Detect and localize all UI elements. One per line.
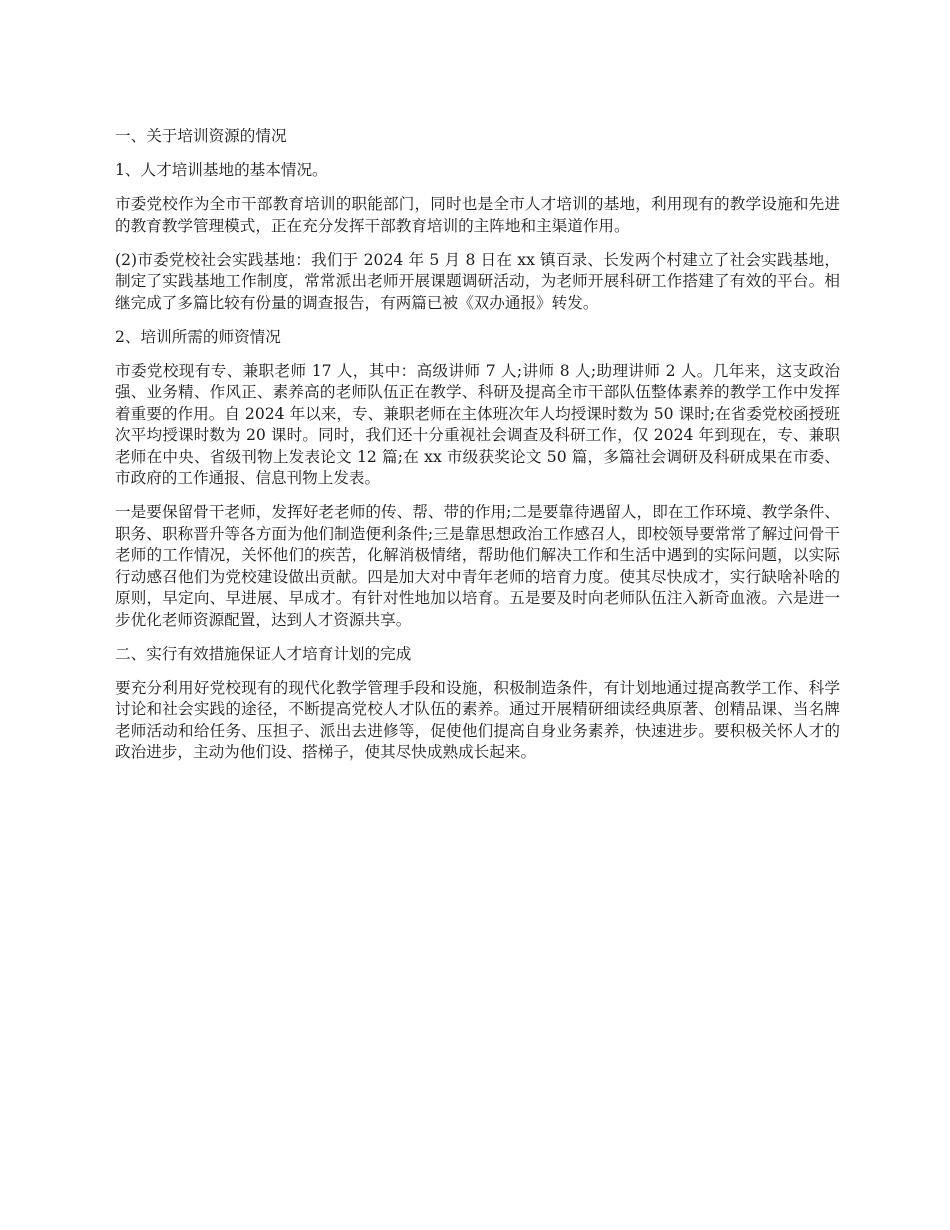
- paragraph-3: 市委党校现有专、兼职老师 17 人，其中：高级讲师 7 人;讲师 8 人;助理讲师 2 人。几年来，这支政治强、业务精、作风正、素养高的老师队伍正在教学、科研及提高全市干部队伍整体素养的教学工作中发挥着重要的作用。自 2024 年以来，专、兼职老师在主体班次年人均授课时数为 50 课时;在省委党校函授班次平均授课时数为 20 课时。同时，我们还十分重视社会调查及科研工作，仅 2024 年到现在，专、兼职老师在中央、省级刊物上发表论文 12 篇;在 xx 市级获奖论文 50 篇，多篇社会调研及科研成果在市委、市政府的工作通报、信息刊物上发表。: [115, 361, 840, 487]
- paragraph-4: 一是要保留骨干老师，发挥好老老师的传、帮、带的作用;二是要靠待遇留人，即在工作环境、教学条件、职务、职称晋升等各方面为他们制造便利条件;三是靠思想政治工作感召人，即校领导要常常了解过问骨干老师的工作情况，关怀他们的疾苦，化解消极情绪，帮助他们解决工作和生活中遇到的实际问题，以实际行动感召他们为党校建设做出贡献。四是加大对中青年老师的培育力度。使其尽快成才，实行缺啥补啥的原则，早定向、早进展、早成才。有针对性地加以培育。五是要及时向老师队伍注入新奇血液。六是进一步优化老师资源配置，达到人才资源共享。: [115, 503, 840, 629]
- paragraph-1: 市委党校作为全市干部教育培训的职能部门，同时也是全市人才培训的基地，利用现有的教学设施和先进的教育教学管理模式，正在充分发挥干部教育培训的主阵地和主渠道作用。: [115, 195, 840, 235]
- subsection-heading-2: 2、培训所需的师资情况: [115, 327, 281, 346]
- section-heading-2: 二、实行有效措施保证人才培育计划的完成: [115, 644, 412, 663]
- subsection-heading-1: 1、人才培训基地的基本情况。: [115, 161, 328, 179]
- section-heading-1: 一、关于培训资源的情况: [115, 127, 287, 145]
- paragraph-5: 要充分利用好党校现有的现代化教学管理手段和设施，积极制造条件，有计划地通过提高教学工作、科学讨论和社会实践的途径，不断提高党校人才队伍的素养。通过开展精研细读经典原著、创精品课、当名牌老师活动和给任务、压担子、派出去进修等，促使他们提高自身业务素养，快速进步。要积极关怀人才的政治进步，主动为他们设、搭梯子，使其尽快成熟成长起来。: [115, 678, 840, 761]
- document-body: [115, 126, 840, 776]
- paragraph-2: (2)市委党校社会实践基地：我们于 2024 年 5 月 8 日在 xx 镇百录、长发两个村建立了社会实践基地，制定了实践基地工作制度，常常派出老师开展课题调研活动，为老师开展科研工作搭建了有效的平台。相继完成了多篇比较有份量的调查报告，有两篇已被《双办通报》转发。: [115, 250, 840, 312]
